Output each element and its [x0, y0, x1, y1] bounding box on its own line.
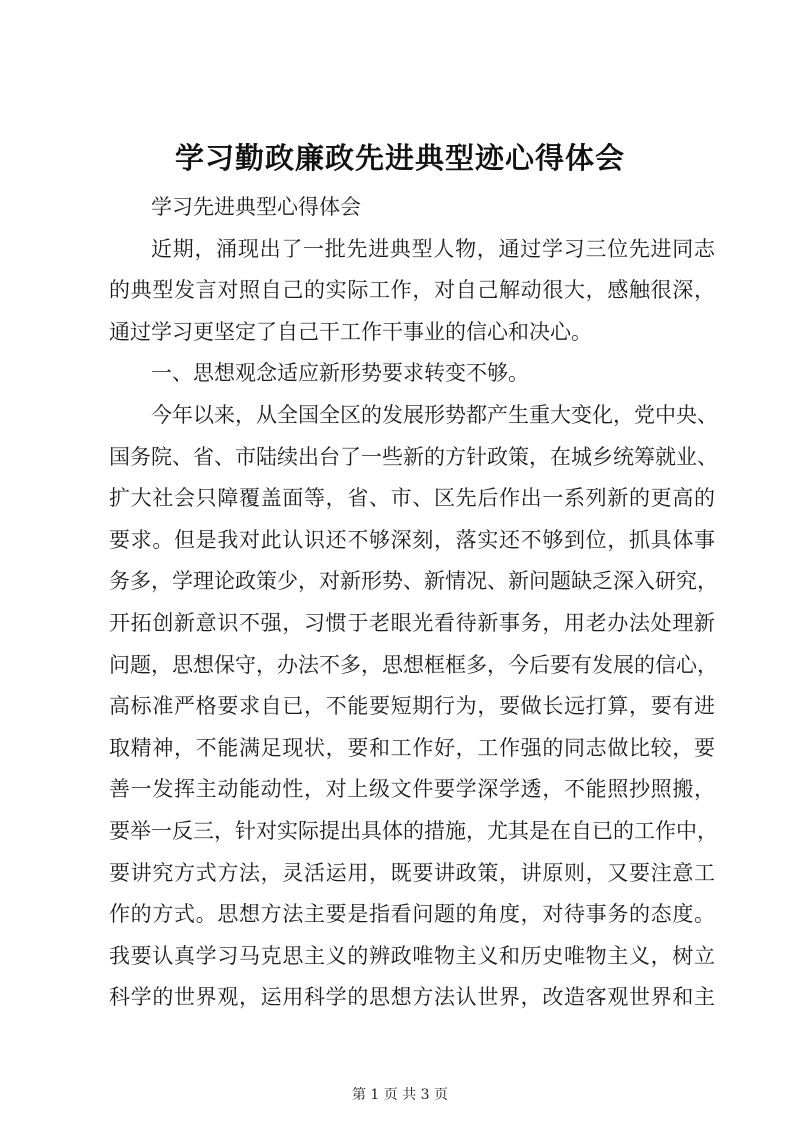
paragraph-line: 今年以来，从全国全区的发展形势都产生重大变化，党中央、 — [151, 402, 718, 427]
paragraph-line: 一、思想观念适应新形势要求转变不够。 — [151, 361, 529, 386]
document-body — [109, 187, 718, 1019]
paragraph-line: 我要认真学习马克思主义的辨政唯物主义和历史唯物主义，树立 — [109, 943, 715, 968]
paragraph-line: 开拓创新意识不强，习惯于老眼光看待新事务，用老办法处理新 — [109, 610, 715, 635]
paragraph-line: 国务院、省、市陆续出台了一些新的方针政策，在城乡统筹就业、 — [109, 444, 718, 469]
paragraph-line: 近期，涌现出了一批先进典型人物，通过学习三位先进同志 — [151, 236, 715, 261]
page-footer: 第 1 页 共 3 页 — [351, 1087, 449, 1103]
paragraph — [109, 395, 718, 1019]
paragraph-line: 要讲究方式方法，灵活运用，既要讲政策，讲原则，又要注意工 — [109, 860, 715, 885]
paragraph-line: 学习先进典型心得体会 — [151, 195, 361, 219]
paragraph-line: 问题，思想保守，办法不多，思想框框多，今后要有发展的信心， — [109, 652, 718, 677]
paragraph-line: 科学的世界观，运用科学的思想方法认世界，改造客观世界和主 — [109, 985, 715, 1010]
paragraph — [109, 187, 715, 229]
paragraph-line: 务多，学理论政策少，对新形势、新情况、新问题缺乏深入研究， — [109, 569, 718, 594]
paragraph-line: 要求。但是我对此认识还不够深刻，落实还不够到位，抓具体事 — [109, 527, 715, 552]
paragraph-line: 扩大社会只障覆盖面等，省、市、区先后作出一系列新的更高的 — [109, 486, 715, 511]
paragraph-line: 的典型发言对照自己的实际工作，对自己解动很大，感触很深， — [109, 278, 715, 303]
paragraph-line: 高标准严格要求自已，不能要短期行为，要做长远打算，要有进 — [109, 694, 715, 719]
section-heading — [109, 353, 715, 395]
paragraph-line: 要举一反三，针对实际提出具体的措施，尤其是在自已的工作中， — [109, 818, 718, 843]
document-title: 学习勤政廉政先进典型迹心得体会 — [174, 141, 625, 175]
paragraph-line: 作的方式。思想方法主要是指看问题的角度，对待事务的态度。 — [109, 902, 715, 927]
paragraph-line: 通过学习更坚定了自己干工作干事业的信心和决心。 — [109, 319, 592, 344]
paragraph-line: 取精神，不能满足现状，要和工作好，工作强的同志做比较，要 — [109, 735, 715, 760]
paragraph — [109, 229, 715, 354]
paragraph-line: 善一发挥主动能动性，对上级文件要学深学透，不能照抄照搬， — [109, 777, 715, 802]
